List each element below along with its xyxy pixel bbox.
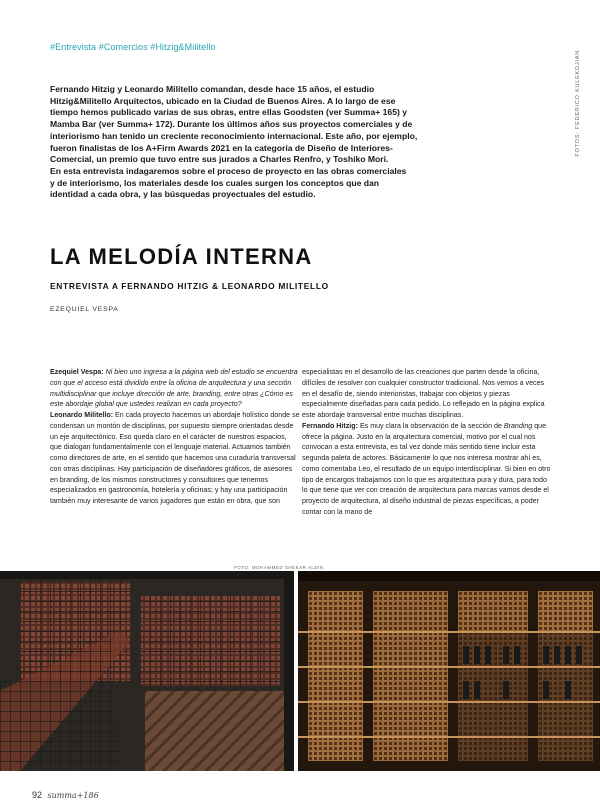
answer-paragraph [50, 410, 300, 507]
intro-line: interiorismo han tenido un creciente reconocimiento internacional. Este año, por ejemplo, [50, 130, 418, 141]
answer-paragraph [302, 421, 552, 518]
article-tags: #Entrevista #Comercios #Hitzig&Militello [50, 42, 216, 52]
interior-photo-stair [0, 571, 294, 771]
magazine-logo: summa+186 [47, 791, 99, 800]
question-text: Ni bien uno ingresa a la página web del estudio se encuentra con que el acceso está dividido entre la oficina de arquitectura y una sección multidisciplinar que incluye dirección de arte, branding, entre otras ¿Cómo es este abordaje global que ustedes realizan en cada proyecto? [50, 368, 298, 409]
intro-line: Fernando Hitzig y Leonardo Militello comandan, desde hace 15 años, el estudio [50, 84, 375, 94]
speaker-label: Fernando Hitzig: [302, 421, 358, 430]
article-author: EZEQUIEL VESPA [50, 306, 119, 313]
intro-line: Comercial, un premio que tuvo entre sus jurados a Charles Renfro, y Toshiko Mori. [50, 154, 389, 165]
photo-credit-vertical: FOTOS: FEDERICO KULEKDJIAN [575, 50, 581, 157]
speaker-label: Leonardo Militello: [50, 411, 114, 419]
article-title: LA MELODÍA INTERNA [50, 244, 313, 269]
shelves-illustration [298, 571, 600, 771]
intro-line: En esta entrevista indagaremos sobre el proceso de proyecto en las obras comerciales [50, 165, 407, 176]
interior-photo-shelves [298, 571, 600, 771]
intro-line: Mamba Bar (ver Summa+ 172). Durante los últimos años sus proyectos comerciales y de [50, 119, 413, 130]
article-subtitle: ENTREVISTA A FERNANDO HITZIG & LEONARDO MILITELLO [50, 281, 329, 291]
question-paragraph [50, 367, 300, 410]
body-column-left [50, 367, 300, 507]
answer-text: que ofrece la página. Justo en la arquitectura comercial, motivo por el cual nos convocan a esta entrevista, es tal vez donde más sentido tiene incluir esta segunda paleta de actores. Básicamente lo que nos interesa mostrar ahí es, como comentaba Leo, el resultado de un equipo interdisciplinar. Si bien en otro tipo de encargos trabajamos con lo que es arquitectura pura y dura, para todo lo que tiene que ver con creación de arquitectura para marcas vamos desde el proyecto de arquitectura, al diseño industrial de piezas específicas, a poder contar con la mano de [302, 421, 551, 516]
answer-text: Es muy clara la observación de la sección de [357, 421, 504, 430]
photo-credit: FOTO: MOHAMMED SHEKAR ALDIN [234, 565, 324, 570]
body-column-right [302, 367, 552, 518]
stair-lattice-illustration [0, 571, 294, 771]
intro-line: Hitzig&Militello Arquitectos, ubicado en la Ciudad de Buenos Aires. A lo largo de ese [50, 95, 396, 106]
intro-line: identidad a cada obra, y las búsquedas proyectuales del estudio. [50, 189, 316, 200]
intro-paragraph [50, 84, 550, 201]
intro-line: y de interiorismo, los materiales desde los cuales surgen los conceptos que dan [50, 177, 380, 188]
page-footer [32, 790, 99, 800]
answer-text: En cada proyecto hacemos un abordaje holístico donde se condensan un montón de disciplinas, por supuesto siempre orientadas desde un eje arquitectónico. Eso queda claro en el carácter de nuestros espacios, que dialogan fundamentalmente con el lenguaje material. Actuamos también como directores de arte, en el sentido que hacemos una curaduría transversal con otras disciplinas. Hay participación de diseñadores gráficos, de asesores en branding, de los mismos constructores y consultores que tenemos especializados en gastronomía, hotelería y oficinas; y hay una participación también muy interesante de varios jugadores que están en obra, que son [50, 411, 300, 505]
answer-continuation: especialistas en el desarrollo de las creaciones que parten desde la oficina, difíciles de resolver con cualquier constructor tradicional. Nos vemos a veces en el desafío de, siendo interioristas, trabajar con objetos y piezas especialmente diseñadas para cada pedido. Lo reflejado en la página explica este abordaje transversal entre muchas disciplinas. [302, 368, 545, 419]
intro-line: fueron finalistas de los A+Firm Awards 2021 en la categoría de Diseño de Interiores- [50, 142, 393, 153]
speaker-label: Ezequiel Vespa: [50, 368, 104, 376]
answer-italic: Branding [503, 421, 533, 430]
page-number: 92 [32, 790, 43, 800]
intro-line: tiempo hemos publicado varias de sus obras, entre ellas Goodsten (ver Summa+ 165) y [50, 107, 408, 118]
